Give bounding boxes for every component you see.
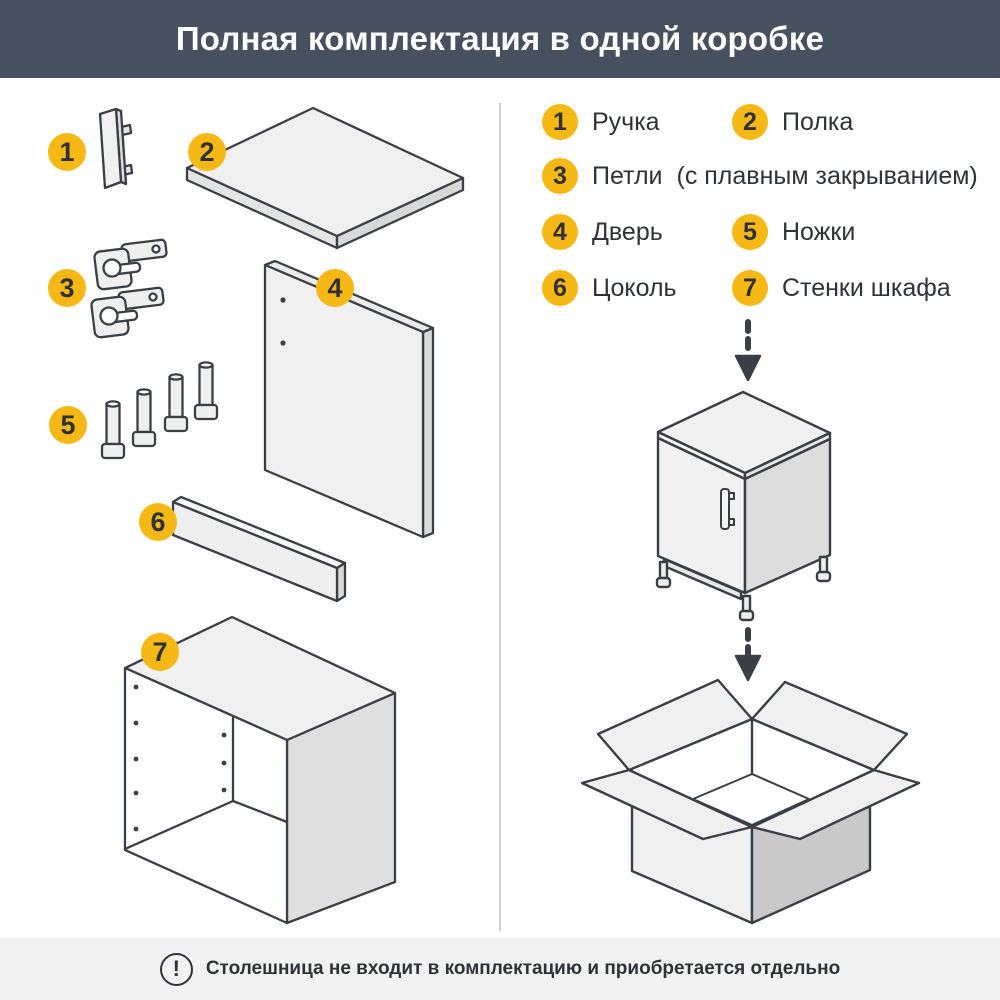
legend-label-7: Стенки шкафа xyxy=(782,273,951,302)
footer-note xyxy=(0,938,1000,1000)
open-box-icon xyxy=(582,680,919,923)
part-badge-1: 1 xyxy=(48,133,86,171)
legend-badge-4: 4 xyxy=(542,214,578,250)
legend-badge-2: 2 xyxy=(732,104,768,140)
legend-badge-1: 1 xyxy=(542,104,578,140)
arrow-down-icon-2 xyxy=(736,630,760,680)
footer-text: Столешница не входит в комплектацию и приобретается отдельно xyxy=(205,958,841,979)
legend-badge-7: 7 xyxy=(732,270,768,306)
legend-label-5: Ножки xyxy=(782,217,856,246)
legend-badge-3: 3 xyxy=(542,158,578,194)
legend-item-4 xyxy=(542,214,663,250)
assembly-flow-illustration xyxy=(500,300,1000,940)
legend-item-5 xyxy=(732,214,855,250)
legend-label-3: Петли xyxy=(592,161,663,190)
part-badge-6: 6 xyxy=(139,503,177,541)
part-badge-3: 3 xyxy=(48,269,86,307)
page-title: Полная комплектация в одной коробке xyxy=(175,20,825,57)
arrow-down-icon xyxy=(736,322,760,380)
part-badge-4: 4 xyxy=(316,269,354,307)
hinges-part-icon xyxy=(91,239,167,338)
exclamation-circle-icon: ! xyxy=(160,953,193,986)
legend-note-3: (с плавным закрыванием) xyxy=(676,161,978,190)
exploded-parts-illustration xyxy=(0,78,500,940)
legend-badge-6: 6 xyxy=(542,270,578,306)
legend-item-2 xyxy=(732,104,853,140)
part-badge-2: 2 xyxy=(188,133,226,171)
legend-item-1 xyxy=(542,104,660,140)
legs-part-icon xyxy=(102,362,217,458)
door-part-icon xyxy=(265,261,433,537)
legend-label-2: Полка xyxy=(782,107,854,136)
legend-badge-5: 5 xyxy=(732,214,768,250)
legend-label-1: Ручка xyxy=(592,107,660,136)
header-bar xyxy=(0,0,1000,78)
shelf-part-icon xyxy=(187,108,463,248)
part-badge-5: 5 xyxy=(49,406,87,444)
legend-item-3 xyxy=(542,158,978,194)
plinth-part-icon xyxy=(173,497,345,601)
part-badge-7: 7 xyxy=(141,633,179,671)
handle-part-icon xyxy=(100,109,132,188)
assembled-cabinet-icon xyxy=(657,392,830,620)
legend-label-4: Дверь xyxy=(592,217,663,246)
legend-label-6: Цоколь xyxy=(592,273,677,302)
